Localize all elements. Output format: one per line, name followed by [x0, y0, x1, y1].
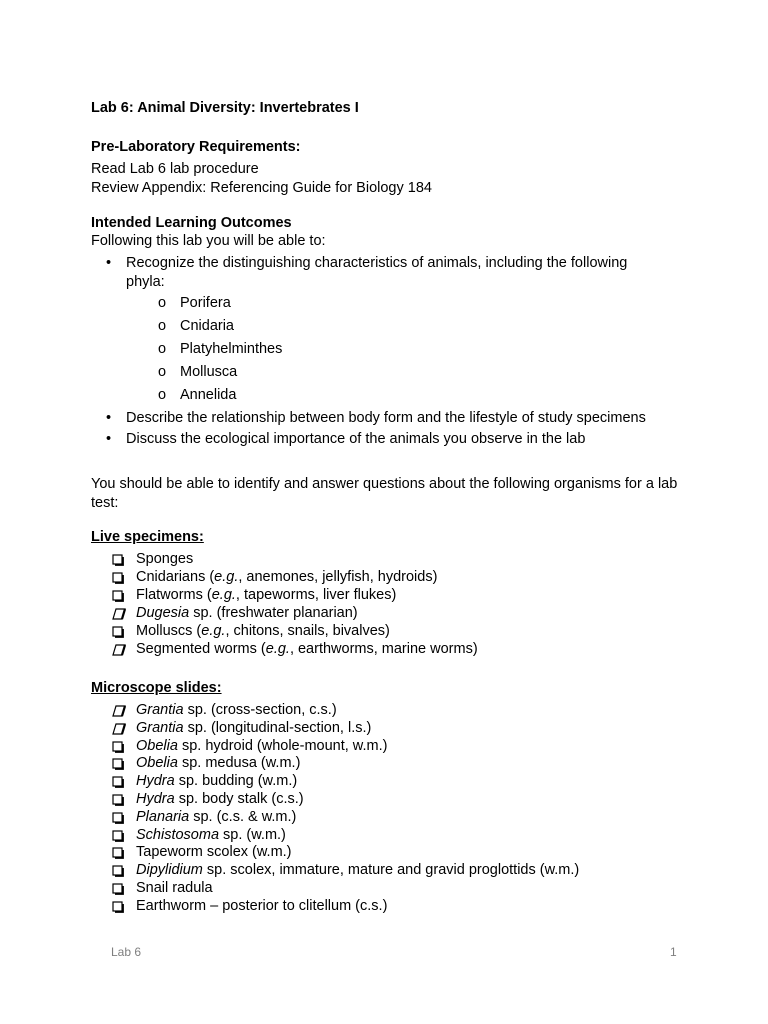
slanted-checkbox-icon: [112, 722, 128, 736]
checkbox-icon: [112, 553, 128, 567]
sub-bullet-marker: o: [158, 295, 167, 311]
page-number: 1: [670, 945, 677, 959]
item-italic-text: Grantia: [136, 702, 184, 718]
slanted-checkbox-icon: [112, 704, 128, 718]
item-italic-text: Dugesia: [136, 605, 190, 621]
bullet-icon: •: [106, 255, 112, 271]
outcome-bullet: Recognize the distinguishing characteristics of animals, including the following: [126, 255, 628, 271]
outcome-bullet-continuation: phyla:: [126, 274, 165, 290]
checklist-item: [136, 605, 358, 621]
item-text: Segmented worms (: [136, 641, 266, 657]
checklist-item: [136, 791, 304, 807]
checkbox-icon: [112, 900, 128, 914]
item-text: Tapeworm scolex (w.m.): [136, 844, 292, 861]
phylum-item: Platyhelminthes: [180, 341, 283, 357]
item-text: Sponges: [136, 551, 194, 567]
pre-lab-item: Review Appendix: Referencing Guide for Biology 184: [91, 180, 432, 196]
item-italic-text: Dipylidium: [136, 862, 203, 879]
item-text: sp. (longitudinal-section, l.s.): [183, 719, 372, 736]
checklist-item: [136, 569, 437, 585]
pre-lab-heading: Pre-Laboratory Requirements:: [91, 139, 301, 155]
checklist-item: [136, 809, 296, 825]
page-title: Lab 6: Animal Diversity: Invertebrates I: [91, 100, 359, 116]
checklist-item: [136, 551, 193, 567]
checklist-item: [136, 755, 300, 771]
checklist-item: [136, 641, 478, 657]
checklist-item: [136, 844, 292, 860]
phylum-item: Mollusca: [180, 364, 238, 380]
item-italic-text: e.g.: [214, 569, 239, 585]
outcome-bullet: Describe the relationship between body form and the lifestyle of study specimens: [126, 410, 646, 426]
item-text: sp. budding (w.m.): [174, 773, 298, 790]
phylum-item: Porifera: [180, 295, 231, 311]
checkbox-icon: [112, 864, 128, 878]
checklist-item: [136, 827, 286, 843]
item-italic-text: e.g.: [265, 641, 290, 657]
checklist-item: [136, 720, 371, 736]
outcomes-heading: Intended Learning Outcomes: [91, 215, 292, 231]
checkbox-icon: [112, 829, 128, 843]
item-italic-text: Planaria: [136, 808, 190, 825]
item-text: Snail radula: [136, 880, 213, 896]
checkbox-icon: [112, 589, 128, 603]
checklist-item: [136, 880, 213, 896]
item-text: Molluscs (: [136, 623, 202, 639]
pre-lab-item: Read Lab 6 lab procedure: [91, 161, 259, 177]
footer-lab-label: Lab 6: [111, 945, 142, 959]
outcome-bullet: Discuss the ecological importance of the animals you observe in the lab: [126, 431, 586, 447]
slanted-checkbox-icon: [112, 607, 128, 621]
bullet-icon: •: [106, 431, 112, 447]
sub-bullet-marker: o: [158, 364, 167, 380]
checklist-item: [136, 773, 297, 789]
item-text: Earthworm – posterior to clitellum (c.s.): [136, 897, 388, 914]
checklist-item: [136, 738, 387, 754]
sub-bullet-marker: o: [158, 341, 167, 357]
slanted-checkbox-icon: [112, 643, 128, 657]
lab-test-paragraph: You should be able to identify and answer questions about the following organisms for a lab test:: [91, 476, 678, 511]
sub-bullet-marker: o: [158, 387, 167, 403]
sub-bullet-marker: o: [158, 318, 167, 334]
item-text: Flatworms (: [136, 587, 212, 603]
item-italic-text: Obelia: [136, 755, 178, 772]
item-italic-text: Obelia: [136, 737, 178, 754]
phylum-item: Annelida: [180, 387, 237, 403]
checkbox-icon: [112, 625, 128, 639]
item-text: sp. (freshwater planarian): [189, 605, 358, 621]
item-text: , tapeworms, liver flukes): [235, 587, 397, 603]
checkbox-icon: [112, 882, 128, 896]
microscope-slides-heading: Microscope slides:: [91, 680, 222, 696]
checkbox-icon: [112, 571, 128, 585]
checkbox-icon: [112, 757, 128, 771]
checklist-item: [136, 862, 579, 878]
item-text: sp. (cross-section, c.s.): [183, 702, 337, 718]
item-text: , anemones, jellyfish, hydroids): [238, 569, 438, 585]
checklist-item: [136, 702, 337, 718]
checklist-item: [136, 623, 390, 639]
item-text: , chitons, snails, bivalves): [225, 623, 390, 639]
item-text: sp. scolex, immature, mature and gravid proglottids (w.m.): [202, 862, 580, 879]
phylum-item: Cnidaria: [180, 318, 234, 334]
checkbox-icon: [112, 740, 128, 754]
outcomes-intro: Following this lab you will be able to:: [91, 233, 326, 249]
item-text: sp. (c.s. & w.m.): [189, 808, 297, 825]
item-italic-text: Grantia: [136, 719, 184, 736]
item-text: Cnidarians (: [136, 569, 215, 585]
checkbox-icon: [112, 846, 128, 860]
item-italic-text: e.g.: [211, 587, 236, 603]
checkbox-icon: [112, 811, 128, 825]
item-italic-text: Hydra: [136, 791, 175, 807]
item-text: sp. body stalk (c.s.): [174, 791, 304, 807]
checkbox-icon: [112, 793, 128, 807]
live-specimens-heading: Live specimens:: [91, 529, 204, 545]
item-text: sp. medusa (w.m.): [177, 755, 301, 772]
item-italic-text: Schistosoma: [136, 826, 220, 843]
item-text: , earthworms, marine worms): [289, 641, 478, 657]
item-text: sp. hydroid (whole-mount, w.m.): [177, 737, 388, 754]
checklist-item: [136, 587, 396, 603]
item-italic-text: e.g.: [201, 623, 226, 639]
checklist-item: [136, 898, 387, 914]
item-italic-text: Hydra: [136, 773, 175, 790]
item-text: sp. (w.m.): [219, 826, 286, 843]
checkbox-icon: [112, 775, 128, 789]
bullet-icon: •: [106, 410, 112, 426]
